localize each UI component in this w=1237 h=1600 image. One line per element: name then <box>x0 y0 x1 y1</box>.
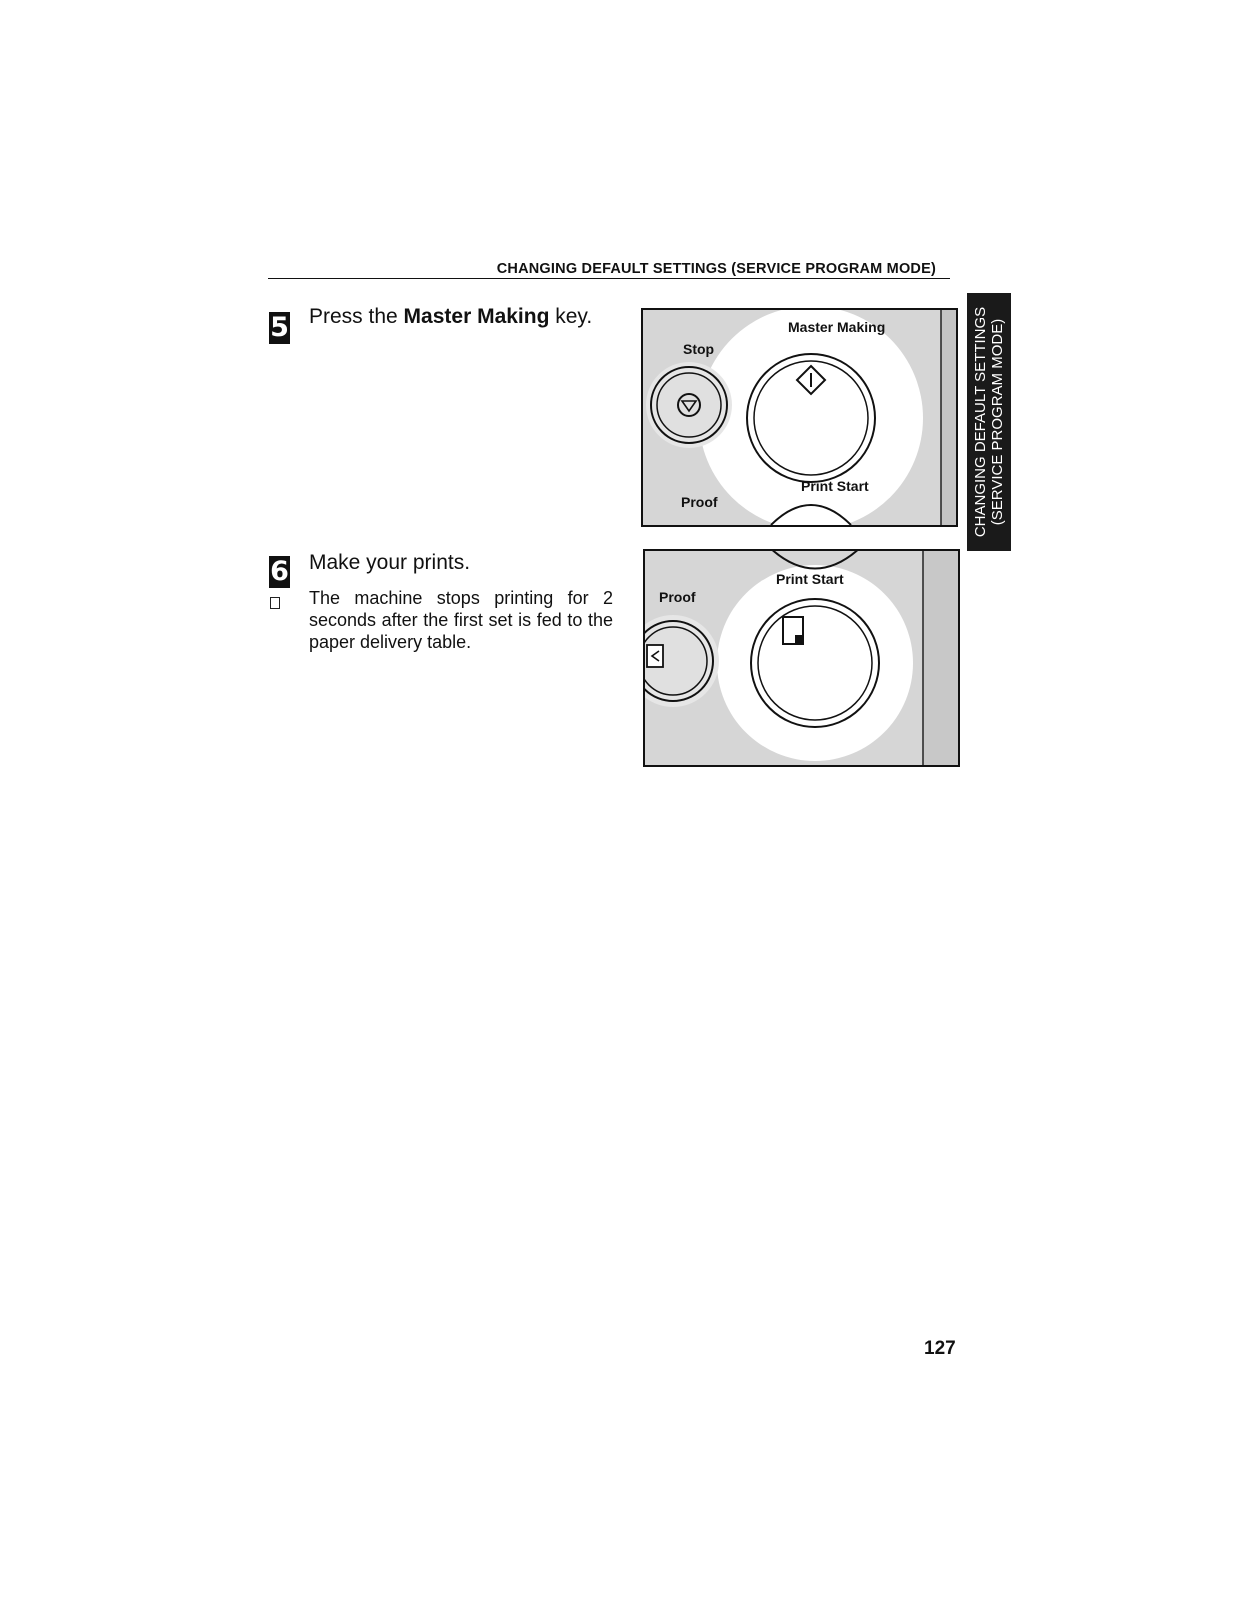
step-5-text-before: Press the <box>309 305 404 328</box>
control-panel-figure-print-start <box>643 549 960 767</box>
print-start-label: Print Start <box>776 571 844 587</box>
header-title: CHANGING DEFAULT SETTINGS (SERVICE PROGRAM MODE) <box>496 261 936 277</box>
step-5-instruction <box>309 305 592 329</box>
proof-label: Proof <box>659 589 696 605</box>
section-tab <box>967 293 1011 551</box>
control-panel-figure-master-making <box>641 308 958 527</box>
step-6-instruction: Make your prints. <box>309 551 471 574</box>
step-6-note: The machine stops printing for 2 seconds after the first set is fed to the paper delivery table. <box>309 588 613 652</box>
running-header <box>268 261 950 279</box>
step-5-text-after: key. <box>549 305 593 328</box>
step-5-key-name: Master Making <box>403 305 550 328</box>
section-tab-text <box>972 293 1006 551</box>
section-tab-line2: (SERVICE PROGRAM MODE) <box>989 318 1006 526</box>
section-tab-line1: CHANGING DEFAULT SETTINGS <box>972 306 989 538</box>
stop-label: Stop <box>683 341 715 357</box>
note-bullet-icon <box>270 597 280 609</box>
proof-page-icon <box>647 645 663 667</box>
step-6-badge: 6 <box>270 556 289 587</box>
page-number: 127 <box>924 1338 956 1359</box>
master-making-label: Master Making <box>788 319 886 335</box>
step-5-badge: 5 <box>270 312 289 343</box>
proof-label: Proof <box>681 494 718 510</box>
print-start-label: Print Start <box>801 478 869 494</box>
